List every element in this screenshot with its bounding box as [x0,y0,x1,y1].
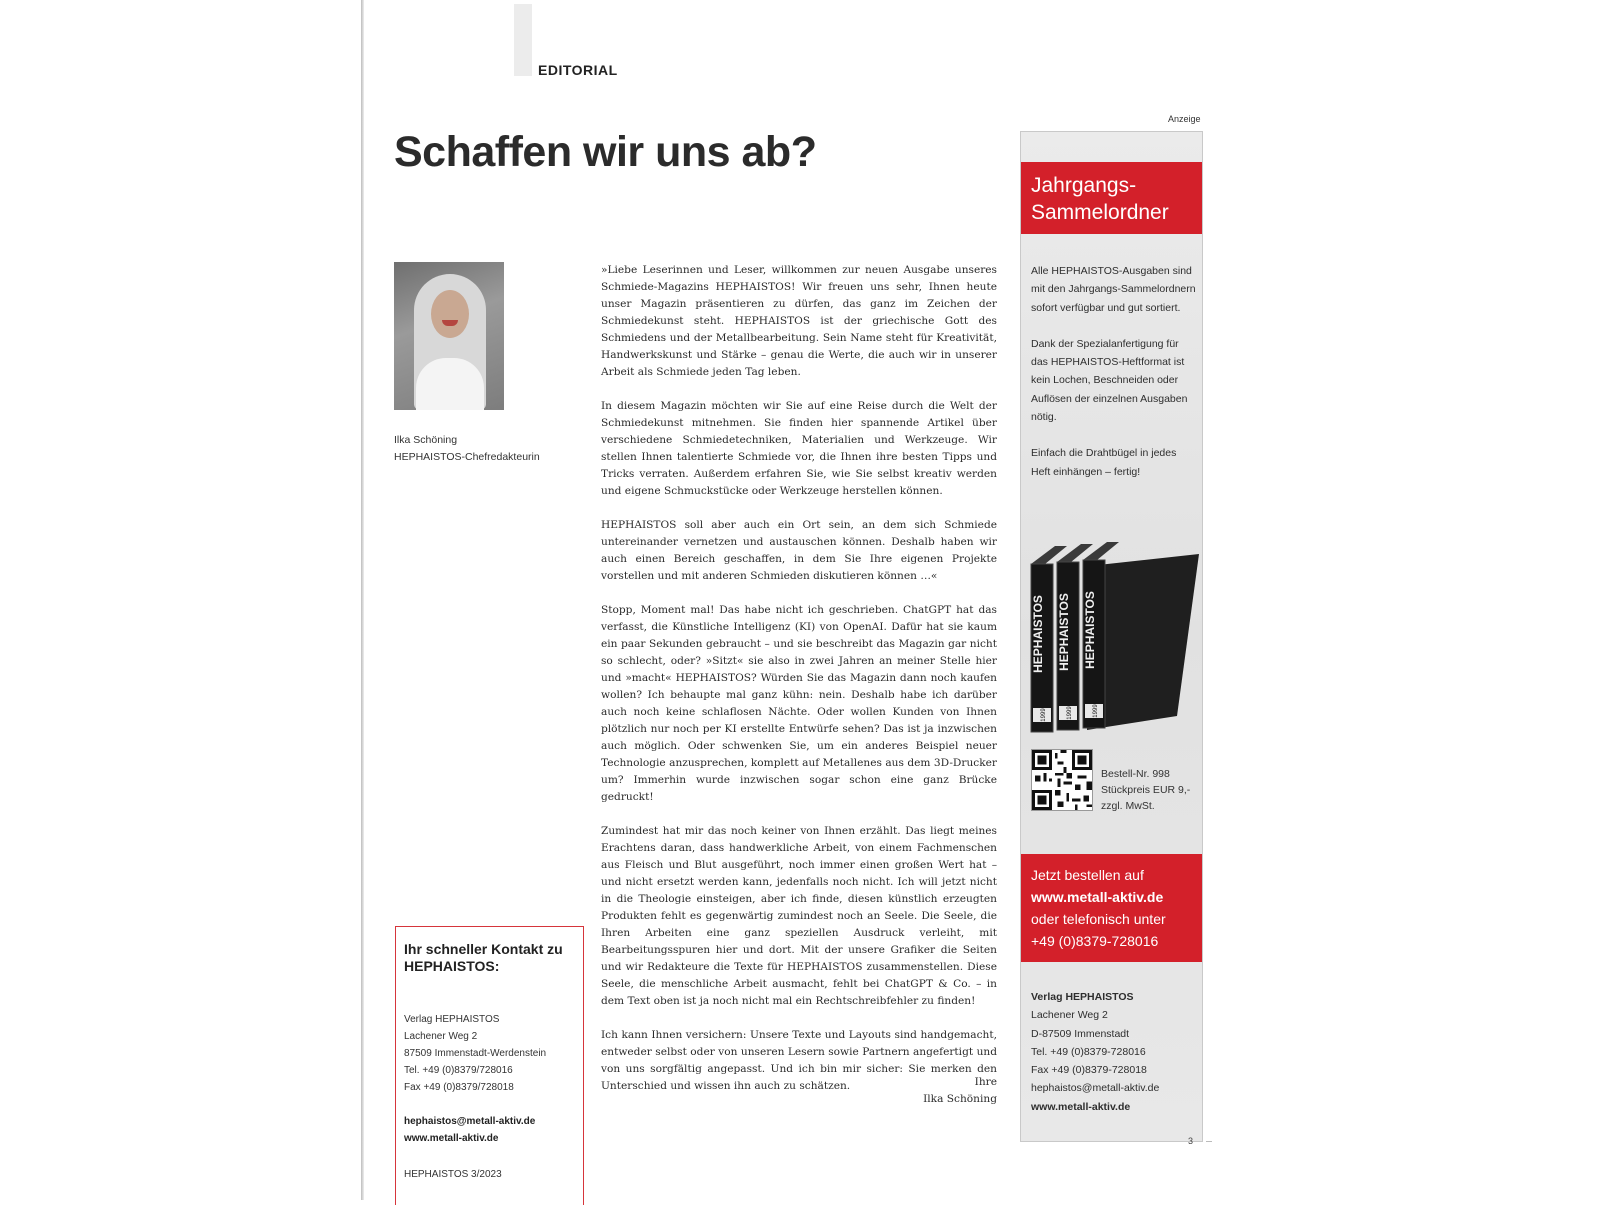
contact-box [395,926,584,1205]
article-paragraph: »Liebe Leserinnen und Leser, willkommen zur neuen Ausgabe unseres Schmiede-Magazins HEPHAISTOS! Wir freuen uns sehr, Ihnen heute unser Magazin präsentieren zu dürfen, das ganz im Zeichen der Schmiedekunst steht. HEPHAISTOS ist der griechische Gott des Schmiedens und der Metallbearbeitung. Sein Name steht für Kreativität, Handwerkskunst und Stärke – genau die Werte, die auch wir in unserer Arbeit als Schmiede jeden Tag leben. [601,264,997,378]
cta-url-link[interactable]: www.metall-aktiv.de [1031,889,1164,905]
publisher-web-link[interactable]: www.metall-aktiv.de [1031,1100,1131,1113]
issue-label: HEPHAISTOS 3/2023 [404,1169,502,1180]
binder-year-label: 1999 [1067,706,1073,720]
author-name: Ilka Schöning [394,434,458,446]
cta-line: oder telefonisch unter [1031,911,1166,927]
author-role: HEPHAISTOS-Chefredakteurin [394,451,540,463]
signoff: Ihre [974,1076,997,1088]
publisher-name: Verlag HEPHAISTOS [1031,991,1134,1003]
publisher-info [1031,988,1199,1116]
ad-title: Jahrgangs-Sammelordner [1031,174,1169,224]
binder-advertisement [1020,131,1203,1142]
ad-header [1021,162,1202,234]
ad-paragraph: Einfach die Drahtbügel in jedes Heft einhängen – fertig! [1031,447,1177,478]
contact-line: Tel. +49 (0)8379/728016 [404,1065,513,1076]
article-paragraph: Ich kann Ihnen versichern: Unsere Texte und Layouts sind handgemacht, entweder selbst oder von unseren Lesern sowie Partnern angefertigt und von uns sorgfältig angepasst. Und ich bin mir sicher: Sie merken den Unterschied und wissen ihn auch zu schätzen. [601,1029,997,1092]
cta-line: Jetzt bestellen auf [1031,867,1144,883]
ad-paragraph: Alle HEPHAISTOS-Ausgaben sind mit den Jahrgangs-Sammelordnern sofort verfügbar und gut sortiert. [1031,265,1196,314]
publisher-street: Lachener Weg 2 [1031,1009,1108,1022]
author-portrait [394,262,504,410]
editorial-article [601,262,997,1112]
contact-address [404,1011,546,1096]
binder-brand-label: HEPHAISTOS [1083,591,1097,669]
section-marker-bar [514,4,532,76]
binders-illustration [1027,540,1199,740]
page-title: Schaffen wir uns ab? [394,128,817,176]
contact-line: 87509 Immenstadt-Werdenstein [404,1048,547,1059]
publisher-tel: Tel. +49 (0)8379-728016 [1031,1045,1146,1058]
article-paragraph: In diesem Magazin möchten wir Sie auf eine Reise durch die Welt der Schmiedekunst mitnehmen. Sie finden hier spannende Artikel über verschiedene Schmiedetechniken, Materialien und Werkzeuge. Wir stellen Ihnen talentierte Schmiede vor, die Ihnen ihre besten Tipps und Tricks verraten. Außerdem erfahren Sie, wie Sie selbst kreativ werden und eigene Schmuckstücke oder Werkzeuge herstellen können. [601,400,997,497]
ad-label: Anzeige [1168,114,1201,124]
signature-name: Ilka Schöning [923,1093,997,1105]
contact-email-link[interactable]: hephaistos@metall-aktiv.de [404,1116,536,1127]
article-paragraph: Stopp, Moment mal! Das habe nicht ich geschrieben. ChatGPT hat das verfasst, die Künstliche Intelligenz (KI) von OpenAI. Dafür hat sie kaum ein paar Sekunden gebraucht – und sie beschreibt das Magazin gar nicht so schlecht, oder? »Sitzt« sie also in zwei Jahren an meiner Stelle hier und »macht« HEPHAISTOS? Würden Sie das Magazin dann noch kaufen wollen? Ich behaupte mal ganz kühn: nein. Deshalb habe ich darüber auch noch keine schlaflosen Nächte. Oder wollen Kunden von Ihnen plötzlich nur noch per KI erstellte Entwürfe sehen? Das ist ja inzwischen auch möglich. Oder schwenken Sie, um ein anderes Beispiel neuer Technologie anzusprechen, komplett auf Metallenes aus dem 3D-Drucker um? Immerhin wurde inzwischen sogar schon eine ganz Brücke gedruckt! [601,604,997,803]
publisher-fax: Fax +49 (0)8379-728018 [1031,1064,1147,1077]
page-edge-shadow [361,0,364,1200]
publisher-city: D-87509 Immenstadt [1031,1027,1130,1040]
cta-phone[interactable]: +49 (0)8379-728016 [1031,933,1159,949]
contact-line: Lachener Weg 2 [404,1031,478,1042]
order-cta [1021,854,1202,962]
binder-year-label: 1999 [1041,708,1047,722]
contact-web-link[interactable]: www.metall-aktiv.de [404,1133,499,1144]
article-paragraph: Zumindest hat mir das noch keiner von Ihnen erzählt. Das liegt meines Erachtens daran, dass handwerkliche Arbeit, von einem Fachmenschen aus Fleisch und Blut ausgeführt, noch immer einen großen Wert hat – und nicht ersetzt werden kann, jedenfalls noch nicht. Ich will jetzt nicht in die Theologie einsteigen, aber ich finde, diesen künstlich erzeugten Produkten fehlt es gegenwärtig zumindest noch an Seele. Die Seele, die Ihren Arbeiten eine ganz speziellen Ausdruck verleiht, mit Bearbeitungsspuren hier und dort. Mit der unsere Grafiker die Seiten und wir Redakteure die Texte für HEPHAISTOS zusammenstellen. Diese Seele, die menschliche Arbeit ausmacht, fehlt bei ChatGPT & Co. – in dem Text oben ist ja noch nicht mal ein Rechtschreibfehler zu finden! [601,825,997,1007]
qr-code-icon[interactable] [1031,749,1093,811]
order-number: Bestell-Nr. 998 [1101,768,1170,780]
author-caption [394,432,540,466]
binder-year-label: 1999 [1093,704,1099,718]
contact-line: Verlag HEPHAISTOS [404,1014,500,1025]
contact-links [404,1113,535,1147]
section-label: EDITORIAL [538,62,618,78]
ad-body [1031,262,1196,499]
article-paragraph: HEPHAISTOS soll aber auch ein Ort sein, an dem sich Schmiede untereinander vernetzen und austauschen können. Deshalb haben wir auch einen Bereich geschaffen, in dem Sie Ihre eigenen Projekte vorstellen und mit anderen Schmieden diskutieren können …« [601,519,997,582]
order-info [1101,766,1190,814]
page-number-tick [1206,1141,1212,1142]
page-number: 3 [1188,1136,1194,1146]
ad-paragraph: Dank der Spezialanfertigung für das HEPHAISTOS-Heftformat ist kein Lochen, Beschneiden oder Auflösen der einzelnen Ausgaben nötig. [1031,337,1188,424]
binder-brand-label: HEPHAISTOS [1057,593,1071,671]
contact-line: Fax +49 (0)8379/728018 [404,1082,514,1093]
binder-brand-label: HEPHAISTOS [1031,595,1045,673]
tax-note: zzgl. MwSt. [1101,800,1155,812]
article-signature [880,1074,997,1108]
contact-title: Ihr schneller Kontakt zu HEPHAISTOS: [404,941,563,974]
unit-price: Stückpreis EUR 9,- [1101,784,1191,796]
publisher-email-link[interactable]: hephaistos@metall-aktiv.de [1031,1082,1160,1095]
